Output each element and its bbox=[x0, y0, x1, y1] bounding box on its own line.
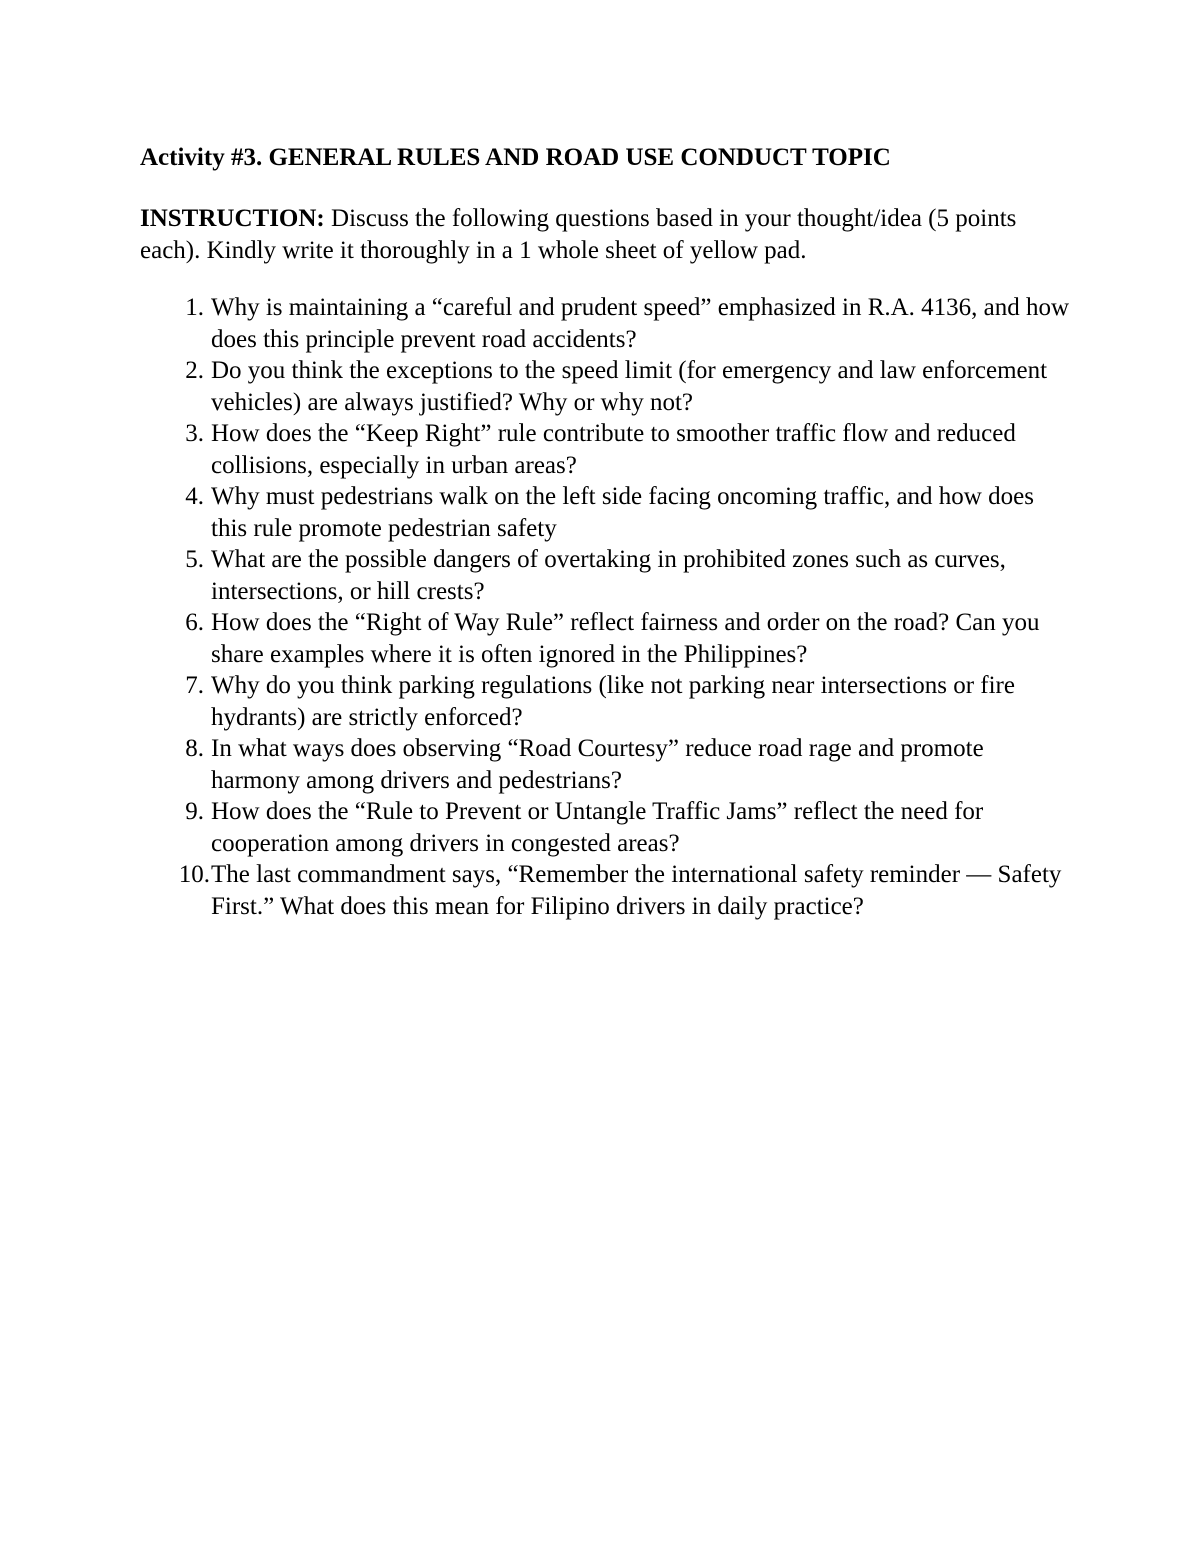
question-number: 7. bbox=[185, 672, 204, 699]
question-item bbox=[140, 355, 1075, 418]
question-item bbox=[140, 670, 1075, 733]
question-item bbox=[140, 292, 1075, 355]
question-number: 4. bbox=[185, 483, 204, 510]
question-number: 9. bbox=[185, 798, 204, 825]
question-text: In what ways does observing “Road Courtesy” reduce road rage and promote harmony among drivers and pedestrians? bbox=[211, 735, 984, 794]
question-text: Do you think the exceptions to the speed limit (for emergency and law enforcement vehicles) are always justified? Why or why not? bbox=[211, 357, 1048, 416]
question-number: 5. bbox=[185, 546, 204, 573]
question-text: What are the possible dangers of overtaking in prohibited zones such as curves, intersections, or hill crests? bbox=[211, 546, 1006, 605]
activity-title: Activity #3. GENERAL RULES AND ROAD USE CONDUCT TOPIC bbox=[140, 144, 891, 171]
question-item bbox=[140, 544, 1075, 607]
instruction-text: Discuss the following questions based in your thought/idea (5 points each). Kindly write it thoroughly in a 1 whole sheet of yellow pad. bbox=[140, 205, 1017, 264]
question-item bbox=[140, 481, 1075, 544]
question-number: 8. bbox=[185, 735, 204, 762]
question-number: 1. bbox=[185, 294, 204, 321]
question-text: How does the “Rule to Prevent or Untangle Traffic Jams” reflect the need for cooperation among drivers in congested areas? bbox=[211, 798, 984, 857]
question-number: 3. bbox=[185, 420, 204, 447]
question-item bbox=[140, 796, 1075, 859]
question-number: 6. bbox=[185, 609, 204, 636]
question-text: Why is maintaining a “careful and prudent speed” emphasized in R.A. 4136, and how does this principle prevent road accidents? bbox=[211, 294, 1070, 353]
question-item bbox=[140, 733, 1075, 796]
question-number: 10. bbox=[178, 861, 210, 888]
question-list bbox=[140, 292, 1075, 922]
question-item bbox=[140, 607, 1075, 670]
question-item bbox=[140, 418, 1075, 481]
instruction-label: INSTRUCTION: bbox=[140, 205, 325, 232]
question-text: Why do you think parking regulations (like not parking near intersections or fire hydrants) are strictly enforced? bbox=[211, 672, 1015, 731]
question-number: 2. bbox=[185, 357, 204, 384]
instruction-paragraph bbox=[140, 203, 1070, 267]
question-text: How does the “Right of Way Rule” reflect fairness and order on the road? Can you share examples where it is often ignored in the Philippines? bbox=[211, 609, 1040, 668]
question-text: How does the “Keep Right” rule contribute to smoother traffic flow and reduced collisions, especially in urban areas? bbox=[211, 420, 1016, 479]
question-item bbox=[140, 859, 1075, 922]
question-text: Why must pedestrians walk on the left side facing oncoming traffic, and how does this rule promote pedestrian safety bbox=[211, 483, 1034, 542]
question-text: The last commandment says, “Remember the international safety reminder — Safety First.” What does this mean for Filipino drivers in daily practice? bbox=[211, 861, 1062, 920]
